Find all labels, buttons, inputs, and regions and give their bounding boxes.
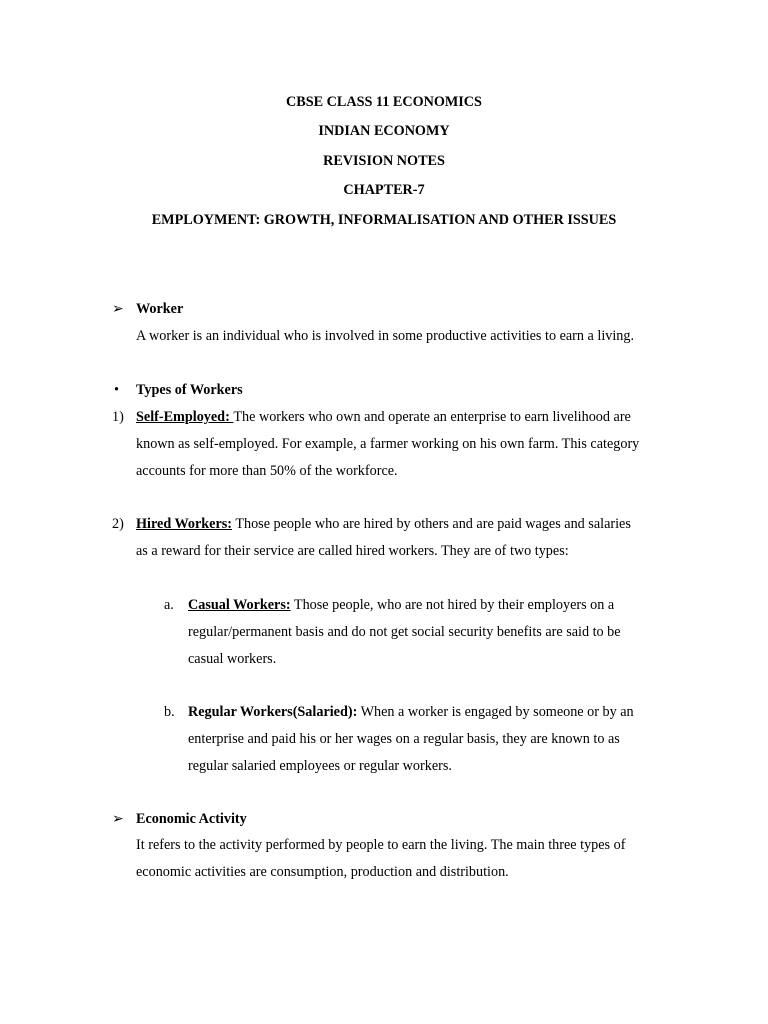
economic-activity-line-1: It refers to the activity performed by people to earn the living. The main three types of <box>136 837 626 853</box>
casual-workers-line-3: casual workers. <box>188 651 277 667</box>
doc-chapter: CHAPTER-7 <box>343 182 425 198</box>
section-heading-types: Types of Workers <box>136 382 243 398</box>
self-employed-text-1: The workers who own and operate an enterprise to earn livelihood are <box>233 409 631 425</box>
arrow-bullet-icon: ➢ <box>112 811 124 827</box>
regular-workers-line-2: enterprise and paid his or her wages on a regular basis, they are known to as <box>188 731 620 747</box>
self-employed-line-1 <box>136 409 631 426</box>
casual-workers-text-1: Those people, who are not hired by their employers on a <box>290 597 615 613</box>
doc-title-type: REVISION NOTES <box>323 153 445 169</box>
doc-chapter-title: EMPLOYMENT: GROWTH, INFORMALISATION AND OTHER ISSUES <box>151 212 617 228</box>
section-heading-economic-activity: Economic Activity <box>136 811 247 827</box>
section-heading-worker: Worker <box>136 301 184 317</box>
casual-workers-line-1 <box>188 597 614 614</box>
casual-workers-line-2: regular/permanent basis and do not get social security benefits are said to be <box>188 624 621 640</box>
doc-title-board: CBSE CLASS 11 ECONOMICS <box>286 94 482 110</box>
list-letter-a: a. <box>164 597 174 613</box>
regular-workers-line-1 <box>188 704 634 721</box>
economic-activity-line-2: economic activities are consumption, production and distribution. <box>136 864 509 880</box>
doc-title-subject: INDIAN ECONOMY <box>318 123 450 139</box>
arrow-bullet-icon: ➢ <box>112 301 124 317</box>
regular-workers-text-1: When a worker is engaged by someone or by an <box>357 704 634 720</box>
hired-workers-line-2: as a reward for their service are called hired workers. They are of two types: <box>136 543 569 559</box>
self-employed-line-3: accounts for more than 50% of the workforce. <box>136 463 398 479</box>
self-employed-line-2: known as self-employed. For example, a farmer working on his own farm. This category <box>136 436 640 452</box>
worker-definition: A worker is an individual who is involved in some productive activities to earn a living. <box>136 328 635 344</box>
list-number-1: 1) <box>112 409 124 425</box>
term-self-employed: Self-Employed: <box>136 409 234 425</box>
list-number-2: 2) <box>112 516 124 532</box>
regular-workers-line-3: regular salaried employees or regular workers. <box>188 758 452 774</box>
bullet-icon: • <box>114 382 119 398</box>
term-casual-workers: Casual Workers: <box>188 597 291 613</box>
term-hired-workers: Hired Workers: <box>136 516 233 532</box>
term-regular-workers: Regular Workers(Salaried): <box>188 704 358 720</box>
hired-workers-text-1: Those people who are hired by others and are paid wages and salaries <box>232 516 631 532</box>
hired-workers-line-1 <box>136 516 631 533</box>
list-letter-b: b. <box>164 704 175 720</box>
